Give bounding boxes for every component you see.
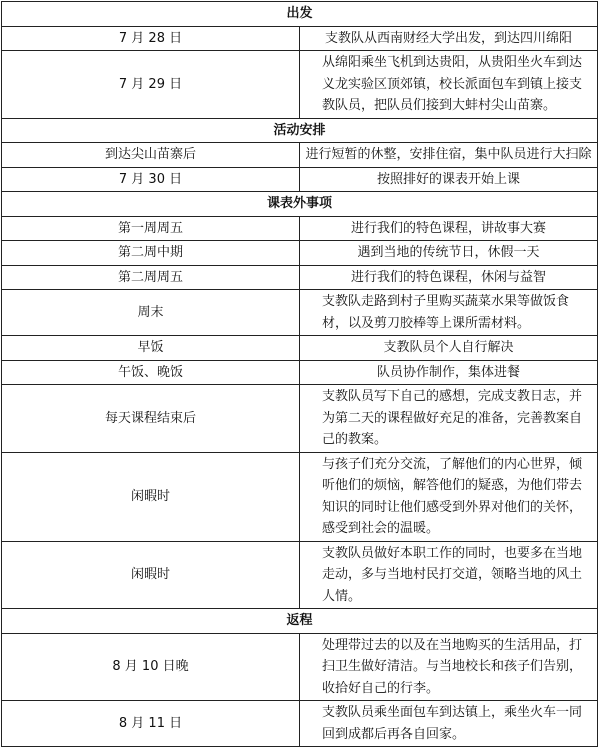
row-text: 进行我们的特色课程，讲故事大赛 — [300, 216, 598, 241]
table-row — [2, 143, 598, 168]
row-date: 到达尖山苗寨后 — [2, 143, 300, 168]
row-date: 周末 — [2, 290, 300, 336]
table-row — [2, 541, 598, 609]
section-activities: 活动安排 — [2, 118, 598, 143]
row-text: 按照排好的课表开始上课 — [300, 167, 598, 192]
row-text: 支教队员个人自行解决 — [300, 336, 598, 361]
section-header-row — [2, 118, 598, 143]
row-text: 从绵阳乘坐飞机到达贵阳，从贵阳坐火车到达义龙实验区顶郊镇，校长派面包车到镇上接支教队员，把队员们接到大蚌村尖山苗寨。 — [300, 51, 598, 119]
row-text: 支教队走路到村子里购买蔬菜水果等做饭食材，以及剪刀胶棒等上课所需材料。 — [300, 290, 598, 336]
row-date: 每天课程结束后 — [2, 385, 300, 453]
row-date: 第二周中期 — [2, 241, 300, 266]
row-date: 8 月 10 日晚 — [2, 633, 300, 701]
table-row — [2, 51, 598, 119]
table-row — [2, 265, 598, 290]
row-date: 闲暇时 — [2, 452, 300, 541]
row-text: 进行我们的特色课程，休闲与益智 — [300, 265, 598, 290]
table-row — [2, 701, 598, 747]
table-row — [2, 290, 598, 336]
section-header-row — [2, 192, 598, 217]
section-departure: 出发 — [2, 2, 598, 27]
row-text: 与孩子们充分交流，了解他们的内心世界，倾听他们的烦恼，解答他们的疑惑，为他们带去知识的同时让他们感受到外界对他们的关怀，感受到社会的温暖。 — [300, 452, 598, 541]
table-row — [2, 336, 598, 361]
table-row — [2, 241, 598, 266]
row-text: 遇到当地的传统节日，休假一天 — [300, 241, 598, 266]
section-header-row — [2, 609, 598, 634]
row-date: 7 月 29 日 — [2, 51, 300, 119]
table-row — [2, 360, 598, 385]
row-date: 闲暇时 — [2, 541, 300, 609]
table-row — [2, 216, 598, 241]
row-text: 支教队员做好本职工作的同时，也要多在当地走动，多与当地村民打交道，领略当地的风土人情。 — [300, 541, 598, 609]
row-date: 7 月 28 日 — [2, 26, 300, 51]
row-text: 进行短暂的休整，安排住宿，集中队员进行大扫除 — [300, 143, 598, 168]
table-row — [2, 385, 598, 453]
table-row — [2, 452, 598, 541]
section-header-row — [2, 2, 598, 27]
row-date: 午饭、晚饭 — [2, 360, 300, 385]
row-text: 处理带过去的以及在当地购买的生活用品，打扫卫生做好清洁。与当地校长和孩子们告别，收拾好自己的行李。 — [300, 633, 598, 701]
row-date: 第二周周五 — [2, 265, 300, 290]
table-row — [2, 26, 598, 51]
row-text: 支教队员乘坐面包车到达镇上，乘坐火车一同回到成都后再各自回家。 — [300, 701, 598, 747]
row-date: 8 月 11 日 — [2, 701, 300, 747]
row-text: 队员协作制作，集体进餐 — [300, 360, 598, 385]
table-row — [2, 633, 598, 701]
row-date: 早饭 — [2, 336, 300, 361]
row-date: 7 月 30 日 — [2, 167, 300, 192]
row-text: 支教队员写下自己的感想，完成支教日志，并为第二天的课程做好充足的准备，完善教案自己的教案。 — [300, 385, 598, 453]
schedule-table — [1, 1, 598, 747]
schedule-document — [1, 1, 598, 747]
section-extracurricular: 课表外事项 — [2, 192, 598, 217]
table-row — [2, 167, 598, 192]
row-text: 支教队从西南财经大学出发，到达四川绵阳 — [300, 26, 598, 51]
section-return: 返程 — [2, 609, 598, 634]
row-date: 第一周周五 — [2, 216, 300, 241]
